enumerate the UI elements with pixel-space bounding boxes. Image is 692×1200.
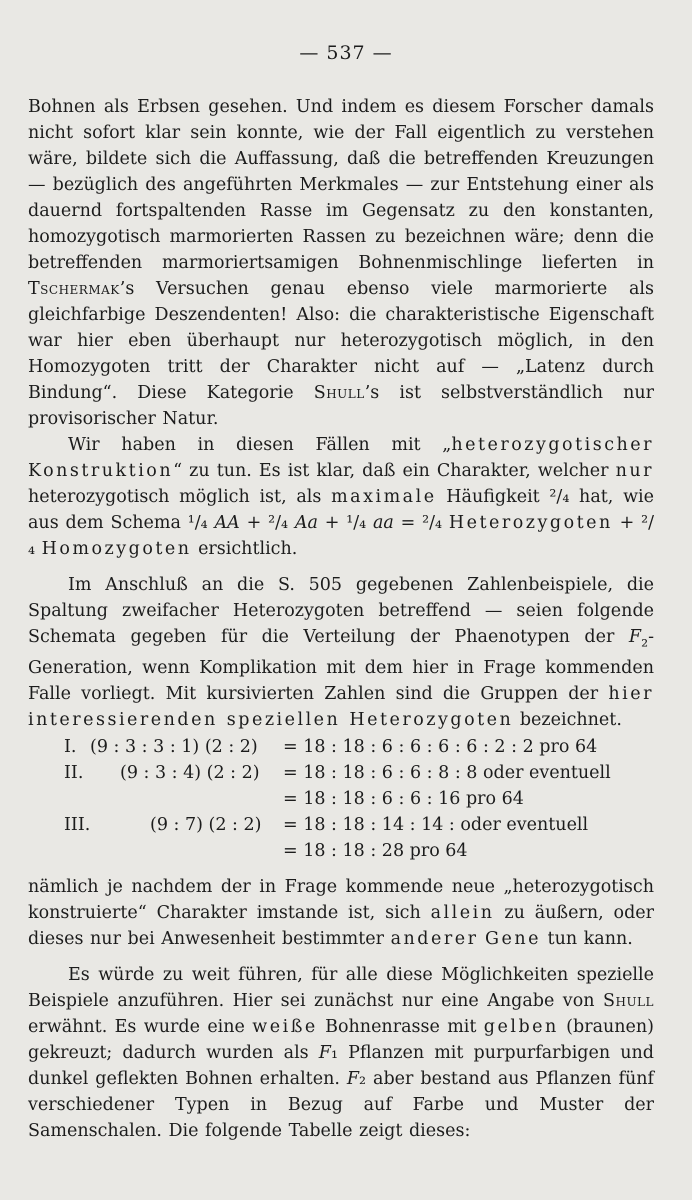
text-run: Bohnen als Erbsen gesehen. Und indem es diesem Forscher damals nicht sofort klar sein konnte, wie der Fall eigentlich zu verstehen wäre, bildete sich die Auffassung, daß die betreffenden Kreuzungen — bezüglich des angeführten Merkmales — zur Entstehung einer als dauernd fortspaltenden Rasse im Gegensatz zu den konstanten, homozygotisch marmorierten Rassen zu bezeichnen wäre; denn die betreffenden marmoriertsamigen Bohnenmischlinge lieferten in [28, 97, 654, 273]
spaced-term: hier interessierenden speziellen Heterozygoten [28, 683, 654, 730]
schema-ratio: (9 : 3 : 3 : 1) (2 : 2) [90, 737, 258, 757]
text-run: Häufigkeit ²/₄ hat, wie aus dem Schema ¹/₄ [28, 487, 654, 533]
text-run: “ zu tun. Es ist klar, daß ein Charakter, welcher [173, 461, 616, 481]
schema-result: = 18 : 18 : 6 : 6 : 8 : 8 oder eventuell [283, 763, 611, 783]
schema-row-number: I. [64, 737, 77, 757]
author-name: Shull [602, 991, 654, 1011]
text-run: Wir haben in diesen Fällen mit „ [68, 435, 452, 455]
schema-row [28, 838, 654, 864]
spaced-term: heterozygotischer Konstruktion [28, 435, 654, 481]
text-run: Es würde zu weit führen, für alle diese Möglichkeiten spezielle Beispiele anzuführen. Hier sei zunächst nur eine Angabe von [28, 965, 654, 1011]
text-run: ersichtlich. [191, 539, 298, 559]
genotype: Aa [294, 513, 318, 533]
genotype: AA [214, 513, 240, 533]
schema-row-number: II. [64, 763, 84, 783]
schema-ratio: (9 : 7) (2 : 2) [150, 815, 262, 835]
text-run: ’s ist selbstverständlich nur provisorischer Natur. [28, 383, 654, 429]
text-run: nämlich je nachdem der in Frage kommende neue „heterozygotisch konstruierte“ Charakter imstande ist, sich [28, 877, 654, 923]
page-number: — 537 — [299, 42, 393, 64]
schema-result: = 18 : 18 : 14 : 14 : oder eventuell [283, 815, 589, 835]
phenotype-schema [28, 734, 654, 864]
schema-row [28, 786, 654, 812]
spaced-term: Gene [485, 929, 541, 949]
text-run: Im Anschluß an die S. 505 gegebenen Zahlenbeispiele, die Spaltung zweifacher Heterozygoten betreffend — seien folgende Schemata gegeben für die Verteilung der Phaenotypen der [28, 575, 654, 647]
text-run: zu äußern, oder dieses nur bei Anwesenheit bestimmter [28, 903, 654, 949]
genotype: aa [372, 513, 394, 533]
generation-subscript: ₁ [330, 1043, 338, 1063]
text-run: erwähnt. Es wurde eine [28, 1017, 253, 1037]
schema-ratio: (9 : 3 : 4) (2 : 2) [120, 763, 260, 783]
spaced-term: gelben [483, 1017, 559, 1037]
author-name: Tschermak [28, 279, 120, 299]
text-run: bezeichnet. [513, 709, 622, 730]
spaced-term: Homozygoten [41, 539, 192, 559]
spaced-term: nur [615, 461, 654, 481]
text-run: + ²/₄ [239, 513, 295, 533]
schema-row-number: III. [64, 815, 91, 835]
spaced-term: Heterozygoten [448, 513, 613, 533]
text-run: Pflanzen mit purpurfarbigen und dunkel geflekten Bohnen erhalten. [28, 1043, 654, 1089]
paragraph-4 [28, 874, 654, 952]
paragraph-3 [28, 572, 654, 733]
text-run: Bohnenrasse mit [317, 1017, 484, 1037]
paragraph-2 [28, 432, 654, 562]
spaced-term: weiße [252, 1017, 318, 1037]
text-run: -Generation, wenn Komplikation mit dem hier in Frage kommenden Falle vorliegt. Mit kursivierten Zahlen sind die Gruppen der [28, 627, 654, 704]
schema-result: = 18 : 18 : 6 : 6 : 6 : 6 : 2 : 2 pro 64 [283, 737, 598, 757]
author-name: Shull [313, 383, 365, 403]
text-run: + ²/₄ [28, 513, 654, 559]
text-run: (braunen) gekreuzt; dadurch wurden als [28, 1017, 654, 1063]
schema-result: = 18 : 18 : 6 : 6 : 16 pro 64 [283, 789, 524, 809]
paragraph-5 [28, 962, 654, 1144]
paragraph-1 [28, 94, 654, 432]
generation-subscript: ₂ [641, 631, 649, 652]
generation-subscript: ₂ [359, 1069, 367, 1089]
generation-symbol: F [346, 1069, 360, 1089]
schema-row [28, 734, 654, 760]
text-run: tun kann. [540, 929, 633, 949]
generation-symbol: F [318, 1043, 331, 1063]
text-run: + ¹/₄ [317, 513, 373, 533]
generation-symbol: F [628, 627, 642, 647]
spaced-term: anderer [390, 929, 479, 949]
schema-row [28, 760, 654, 786]
spaced-term: maximale [331, 487, 437, 507]
schema-result: = 18 : 18 : 28 pro 64 [283, 841, 468, 861]
text-run: heterozygotisch möglich ist, als [28, 487, 332, 507]
text-run: = ²/₄ [393, 513, 449, 533]
text-run: ’s Versuchen genau ebenso viele marmorierte als gleichfarbige Deszendenten! Also: die charakteristische Eigenschaft war hier eben überhaupt nur heterozygotisch möglich, in den Homozygoten tritt der Charakter nicht auf — „Latenz durch Bindung“. Diese Kategorie [28, 279, 654, 403]
text-run: aber bestand aus Pflanzen fünf verschiedener Typen in Bezug auf Farbe und Muster der Samenschalen. Die folgende Tabelle zeigt dieses: [28, 1069, 654, 1141]
spaced-term: allein [430, 903, 495, 923]
schema-row [28, 812, 654, 838]
